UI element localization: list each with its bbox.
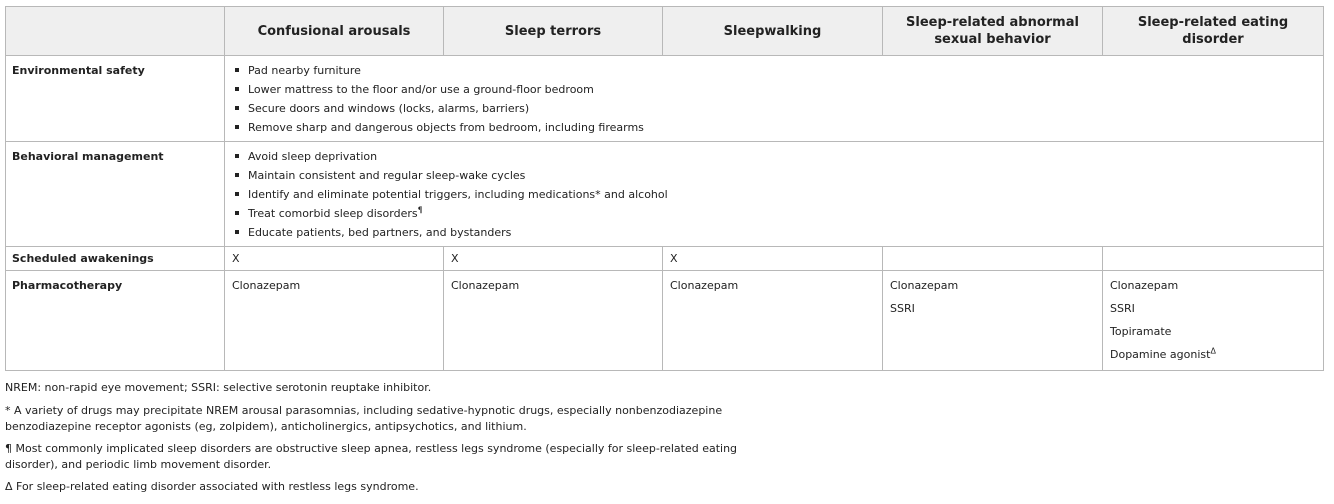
row-label-environmental-safety: Environmental safety bbox=[6, 56, 225, 142]
list-item-text: Treat comorbid sleep disorders bbox=[248, 207, 418, 220]
column-header-sleep-terrors: Sleep terrors bbox=[444, 7, 663, 56]
drug-item: Clonazepam bbox=[1110, 279, 1179, 292]
pharma-cell-confusional-arousals bbox=[225, 271, 444, 371]
list-item: Lower mattress to the floor and/or use a ground-floor bedroom bbox=[248, 82, 1316, 97]
header-corner-cell bbox=[6, 7, 225, 56]
table-row-environmental-safety bbox=[6, 56, 1324, 142]
footnote-star: * A variety of drugs may precipitate NREM arousal parasomnias, including sedative-hypnotic drugs, especially nonbenzodiazepine benzodiazepine receptor agonists (eg, zolpidem), anticholinergics, antipsychotics, and lithium. bbox=[5, 404, 723, 433]
pharma-cell-sleep-terrors bbox=[444, 271, 663, 371]
footnote-marker-pilcrow: ¶ bbox=[417, 205, 423, 215]
footnote-abbreviations: NREM: non-rapid eye movement; SSRI: selective serotonin reuptake inhibitor. bbox=[5, 381, 432, 394]
column-header-abnormal-sexual-behavior: Sleep-related abnormal sexual behavior bbox=[883, 7, 1103, 56]
footnote-pilcrow: ¶ Most commonly implicated sleep disorders are obstructive sleep apnea, restless legs syndrome (especially for sleep-related eating disorder), and periodic limb movement disorder. bbox=[5, 442, 738, 471]
scheduled-cell-sleepwalking: X bbox=[663, 247, 883, 271]
table-row-behavioral-management bbox=[6, 142, 1324, 247]
scheduled-cell-sleep-terrors: X bbox=[444, 247, 663, 271]
table-row-pharmacotherapy bbox=[6, 271, 1324, 371]
list-item: Avoid sleep deprivation bbox=[248, 149, 1316, 164]
footnote-delta: Δ For sleep-related eating disorder associated with restless legs syndrome. bbox=[5, 480, 419, 493]
list-item: Educate patients, bed partners, and bystanders bbox=[248, 225, 1316, 240]
pharma-cell-abnormal-sexual-behavior bbox=[883, 271, 1103, 371]
scheduled-cell-eating-disorder bbox=[1103, 247, 1324, 271]
list-item bbox=[248, 206, 1316, 221]
drug-item: Clonazepam bbox=[890, 279, 959, 292]
drug-item: Clonazepam bbox=[232, 279, 301, 292]
scheduled-cell-abnormal-sexual-behavior bbox=[883, 247, 1103, 271]
row-label-scheduled-awakenings: Scheduled awakenings bbox=[6, 247, 225, 271]
drug-item: Clonazepam bbox=[670, 279, 739, 292]
environmental-safety-cell bbox=[225, 56, 1324, 142]
header-row bbox=[6, 7, 1324, 56]
table-footnotes bbox=[5, 380, 785, 501]
list-item: Pad nearby furniture bbox=[248, 63, 1316, 78]
behavioral-management-list bbox=[232, 149, 1316, 240]
table-row-scheduled-awakenings bbox=[6, 247, 1324, 271]
pharma-cell-sleepwalking bbox=[663, 271, 883, 371]
column-header-eating-disorder: Sleep-related eating disorder bbox=[1103, 7, 1324, 56]
row-label-pharmacotherapy: Pharmacotherapy bbox=[6, 271, 225, 371]
list-item: Remove sharp and dangerous objects from bedroom, including firearms bbox=[248, 120, 1316, 135]
column-header-sleepwalking: Sleepwalking bbox=[663, 7, 883, 56]
list-item: Secure doors and windows (locks, alarms, barriers) bbox=[248, 101, 1316, 116]
list-item: Maintain consistent and regular sleep-wake cycles bbox=[248, 168, 1316, 183]
pharma-cell-eating-disorder bbox=[1103, 271, 1324, 371]
drug-item-text: Dopamine agonist bbox=[1110, 348, 1211, 361]
drug-item: Topiramate bbox=[1110, 325, 1172, 338]
behavioral-management-cell bbox=[225, 142, 1324, 247]
footnote-marker-delta: Δ bbox=[1210, 346, 1216, 356]
table-container bbox=[5, 6, 1323, 371]
column-header-confusional-arousals: Confusional arousals bbox=[225, 7, 444, 56]
drug-item bbox=[1110, 347, 1316, 362]
parasomnia-management-table bbox=[5, 6, 1324, 371]
scheduled-cell-confusional-arousals: X bbox=[225, 247, 444, 271]
drug-item: SSRI bbox=[1110, 302, 1135, 315]
drug-item: SSRI bbox=[890, 302, 915, 315]
row-label-behavioral-management: Behavioral management bbox=[6, 142, 225, 247]
drug-item: Clonazepam bbox=[451, 279, 520, 292]
environmental-safety-list bbox=[232, 63, 1316, 135]
list-item: Identify and eliminate potential triggers, including medications* and alcohol bbox=[248, 187, 1316, 202]
